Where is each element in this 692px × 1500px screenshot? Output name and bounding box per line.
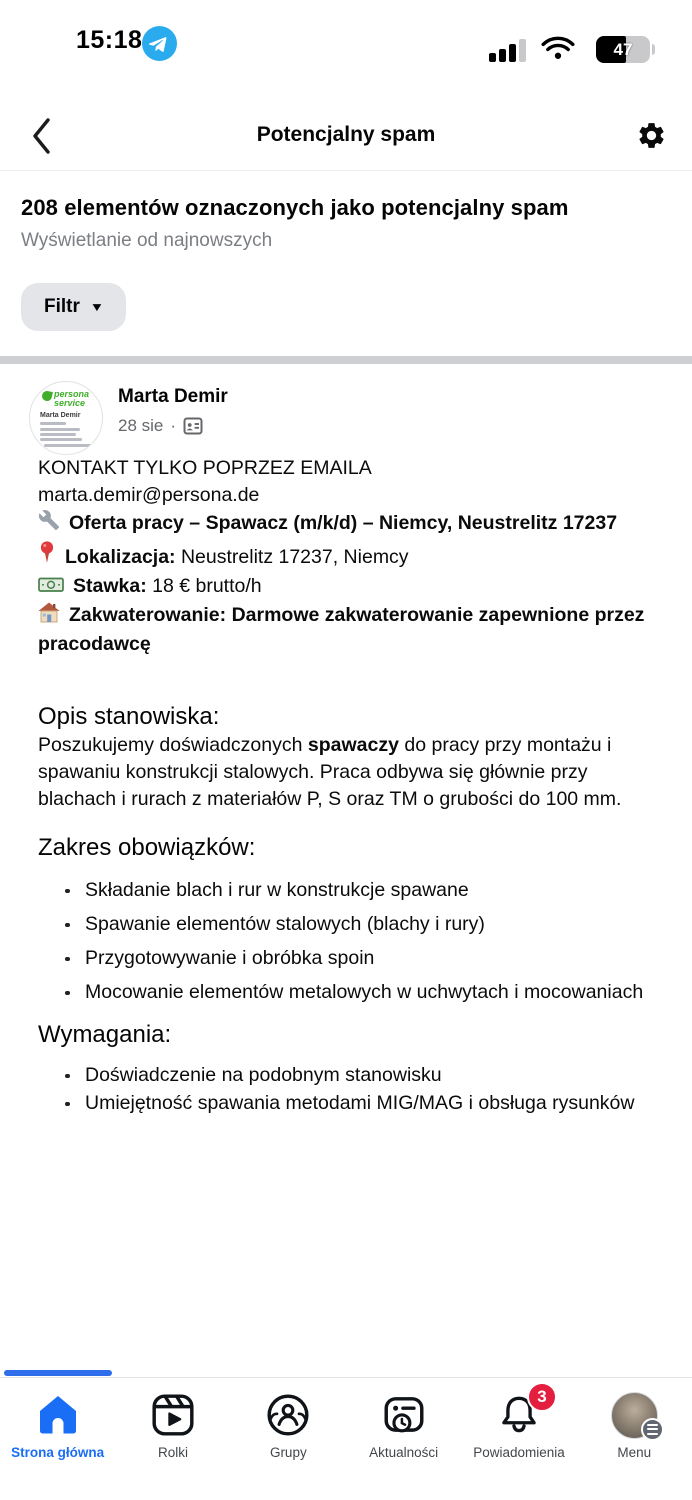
spam-count-title: 208 elementów oznaczonych jako potencjalny spam	[21, 195, 569, 220]
sort-subtitle: Wyświetlanie od najnowszych	[21, 230, 273, 251]
pin-icon	[38, 539, 56, 573]
meta-separator: ·	[170, 416, 177, 435]
post-meta	[118, 416, 228, 436]
location-line: Lokalizacja: Neustrelitz 17237, Niemcy	[38, 539, 658, 573]
section-heading-requirements: Wymagania:	[38, 1021, 172, 1048]
section-heading-duties: Zakres obowiązków:	[38, 834, 256, 861]
list-item: Umiejętność spawania metodami MIG/MAG i obsługa rysunków	[38, 1090, 658, 1117]
clock-time: 15:18	[76, 26, 143, 54]
status-bar	[0, 0, 692, 100]
list-item: Doświadczenie na podobnym stanowisku	[38, 1062, 658, 1089]
nav-item-notifications[interactable]: 3 Powiadomienia	[461, 1378, 576, 1500]
house-icon	[38, 602, 60, 631]
duties-list	[38, 877, 658, 1006]
telegram-icon	[142, 26, 177, 61]
requirements-list	[38, 1062, 658, 1117]
post-email: marta.demir@persona.de	[38, 484, 260, 506]
post-body	[0, 455, 692, 1117]
newsfeed-privacy-icon	[183, 417, 203, 435]
gear-icon[interactable]	[636, 120, 667, 151]
wifi-icon	[541, 36, 575, 66]
job-title-line: Oferta pracy – Spawacz (m/k/d) – Niemcy, Neustrelitz 17237	[38, 509, 658, 539]
bottom-nav	[0, 1377, 692, 1500]
post-author[interactable]: Marta Demir	[118, 386, 228, 407]
groups-icon	[265, 1390, 311, 1440]
post-text-line: KONTAKT TYLKO POPRZEZ EMAILA	[38, 457, 372, 479]
description-paragraph: Poszukujemy doświadczonych spawaczy do pracy przy montażu i spawaniu konstrukcji stalowych. Praca odbywa się głównie przy blachach i rurach z materiałów P, S oraz TM o grubości do 100 mm.	[38, 734, 622, 810]
battery-icon	[596, 36, 650, 63]
back-chevron-icon[interactable]	[28, 115, 56, 157]
battery-percent: 47	[613, 39, 633, 59]
filter-label: Filtr	[44, 296, 80, 317]
hamburger-menu-icon	[641, 1418, 664, 1441]
reels-icon	[150, 1390, 196, 1440]
nav-item-news[interactable]: Aktualności	[346, 1378, 461, 1500]
section-divider	[0, 356, 692, 364]
avatar-brand: persona service	[54, 389, 90, 408]
section-heading-description: Opis stanowiska:	[38, 703, 220, 730]
nav-item-menu[interactable]: Menu	[577, 1378, 692, 1500]
profile-avatar	[611, 1392, 658, 1439]
nav-item-home[interactable]: Strona główna	[0, 1378, 115, 1500]
list-item: Składanie blach i rur w konstrukcje spawane	[38, 877, 658, 904]
app-header	[0, 100, 692, 171]
page-title: Potencjalny spam	[256, 123, 436, 146]
filter-button[interactable]	[21, 283, 126, 331]
nav-item-groups[interactable]: Grupy	[231, 1378, 346, 1500]
notification-badge: 3	[527, 1382, 557, 1412]
rate-line: Stawka: 18 € brutto/h	[38, 573, 658, 602]
cellular-signal-icon	[489, 37, 531, 62]
list-item: Spawanie elementów stalowych (blachy i rury)	[38, 911, 658, 938]
list-item: Przygotowywanie i obróbka spoin	[38, 945, 658, 972]
bell-icon	[497, 1387, 547, 1440]
clipped-blue-bar	[4, 1370, 112, 1376]
chevron-down-icon: ▼	[89, 300, 105, 314]
banknote-icon	[38, 575, 64, 602]
post-header	[0, 381, 692, 455]
brand-leaf-icon	[41, 390, 53, 402]
post-timestamp: 28 sie	[118, 416, 164, 435]
home-icon	[35, 1390, 81, 1440]
housing-line: Zakwaterowanie: Darmowe zakwaterowanie zapewnione przez pracodawcę	[38, 604, 645, 655]
spam-list-header	[0, 171, 692, 331]
list-item: Mocowanie elementów metalowych w uchwytach i mocowaniach	[38, 979, 658, 1006]
news-icon	[381, 1390, 427, 1440]
profile-menu-icon	[611, 1390, 658, 1440]
nav-item-reels[interactable]: Rolki	[115, 1378, 230, 1500]
wrench-icon	[38, 509, 60, 539]
avatar[interactable]: persona service Marta Demir	[29, 381, 103, 455]
